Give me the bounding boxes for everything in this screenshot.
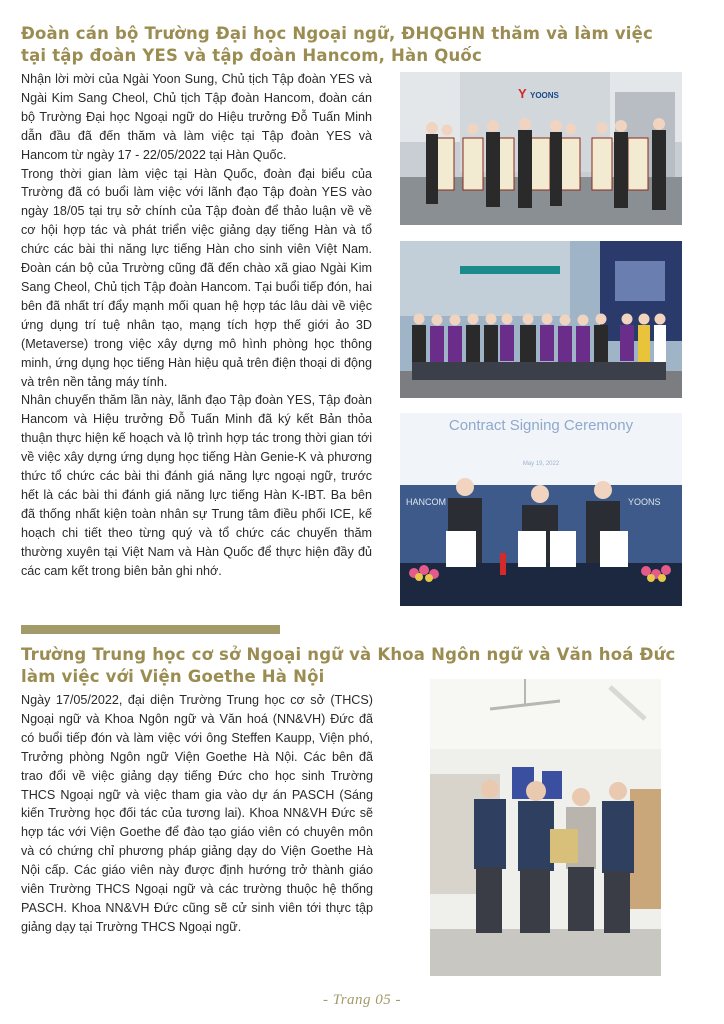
photo-banner-date: May 19, 2022 [522,461,560,467]
photo-yes-group-image [400,72,682,225]
article2-body [21,691,373,937]
article1-paragraph: Trong thời gian làm việc tại Hàn Quốc, đoàn đại biểu của Trường đã có buổi làm việc với lãnh đạo Tập đoàn YES vào ngày 18/05 tại trụ sở chính của Tập đoàn để thảo luận về về cơ hội hợp tác và phát triển việc giảng dạy tiếng Hàn và tổ chức các bài thi năng lực tiếng Hàn cho sinh viên Việt Nam. Đoàn cán bộ của Trường cũng đã đến chào xã giao Ngài Kim Sang Cheol, Chủ tịch Tập đoàn Hancom. Tại buổi tiếp đón, hai bên đã nhất trí đẩy mạnh mối quan hệ hợp tác lâu dài về việc ứng dụng trí tuệ nhân tạo, mạng tích hợp thế giới ảo 3D (Metaverse) trong việc xây dựng mô hình phòng học thông minh, ứng dụng học tiếng Hàn hiệu quả trên điện thoại di động và trên nền tảng máy tính. [21,166,372,389]
photo-banner-text: Contract Signing Ceremony [448,417,634,434]
article1-body [21,70,372,580]
article1-title [21,23,711,67]
photo-goethe-meeting [430,679,661,976]
article1-paragraph: Nhận lời mời của Ngài Yoon Sung, Chủ tịch Tập đoàn YES và Ngài Kim Sang Cheol, Chủ tịch Tập đoàn Hancom, đoàn cán bộ Trường Đại học Ngoại ngữ do Hiệu trưởng Đỗ Tuấn Minh dẫn đầu đã đến thăm và làm việc tại Tập đoàn YES và Hancom từ ngày 17 - 22/05/2022 tại Hàn Quốc. [21,72,372,162]
photo-hancom-group [400,241,682,398]
photo-yes-group [400,72,682,225]
section-divider [21,625,280,634]
page-number: - Trang 05 - [322,992,402,1008]
article2-title-line2: làm việc với Viện Goethe Hà Nội [21,667,325,686]
photo-signing-ceremony-image [400,413,682,606]
article2-paragraph: Ngày 17/05/2022, đại diện Trường Trung học cơ sở (THCS) Ngoại ngữ và Khoa Ngôn ngữ và Văn hoá (NN&VH) Đức đã có buổi tiếp đón và làm việc với ông Steffen Kaupp, Viện phó, Trưởng phòng Ngôn ngữ Viện Goethe Hà Nội. Các bên đã trao đổi về việc giảng dạy tiếng Đức cho học sinh Trường THCS Ngoại ngữ và việc tham gia vào dự án PASCH (Sáng kiến Trường học đối tác của tương lai). Khoa NN&VH Đức sẽ hợp tác với Viện Goethe để đào tạo giáo viên có chuyên môn và có chứng chỉ phương pháp giảng dạy do Viện Goethe Hà Nội cấp. Các giáo viên này được định hướng trở thành giáo viên Trường THCS Ngoại ngữ và các trường thuộc hệ thống PASCH. Khoa NN&VH Đức cũng sẽ cử sinh viên tới thực tập giảng dạy tại Trường THCS Ngoại ngữ. [21,693,373,934]
photo-sign-text: YOONS [530,91,559,100]
photo-sign-prefix: Y [518,86,527,101]
photo-goethe-meeting-image [430,679,661,976]
article1-title-line1: Đoàn cán bộ Trường Đại học Ngoại ngữ, ĐHQGHN thăm và làm việc [21,24,654,43]
article2-title-line1: Trường Trung học cơ sở Ngoại ngữ và Khoa Ngôn ngữ và Văn hoá Đức [21,645,676,664]
photo-signing-ceremony [400,413,682,606]
photo-logo-right: YOONS [628,497,661,507]
article1-paragraph: Nhân chuyến thăm lần này, lãnh đạo Tập đoàn YES, Tập đoàn Hancom và Hiệu trưởng Đỗ Tuấn Minh đã ký kết Bản thỏa thuận thực hiện kế hoạch và lộ trình hợp tác trong thời gian tới về việc xây dựng ứng dụng học tiếng Hàn Genie-K và phương thức tổ chức các bài thi đánh giá năng lực ngoại ngữ, trước hết là các bài thi đánh giá năng lực tiếng Hàn K-IBT. Ba bên đã thống nhất kiện toàn nhân sự Trung tâm điều phối ICE, kế hoạch chi tiết theo từng quý và tổ chức các chuyến thăm thường xuyên tại Việt Nam và Hàn Quốc để thực hiện đầy đủ các cam kết trong biên bản ghi nhớ. [21,393,372,578]
article1-title-line2: tại tập đoàn YES và tập đoàn Hancom, Hàn Quốc [21,46,482,65]
photo-hancom-group-image [400,241,682,398]
photo-logo-left: HANCOM [406,497,446,507]
